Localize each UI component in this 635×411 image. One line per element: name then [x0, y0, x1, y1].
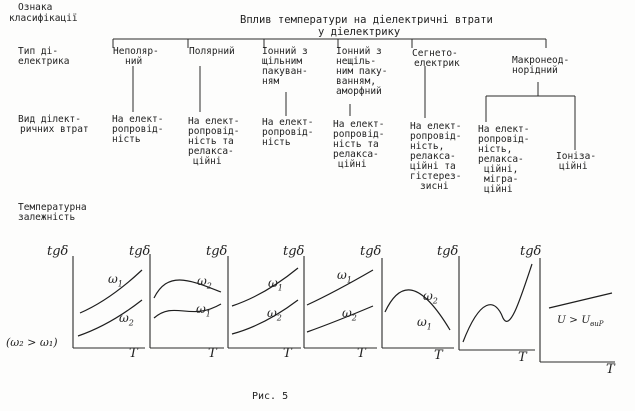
loss-3-b: ропровід-	[262, 127, 314, 138]
loss-3-c: ність	[262, 137, 291, 148]
curve-g7	[549, 293, 612, 308]
g1-ylabel: tgδ	[47, 244, 69, 259]
g7-ylabel: tgδ	[520, 244, 542, 259]
loss-5-c: ність,	[410, 141, 445, 152]
loss-4-a: На елект-	[333, 119, 385, 130]
loss-5-b: ропровід-	[410, 131, 462, 142]
g4-xlabel: T	[357, 346, 366, 361]
type-ionic-dense-2: щільним	[262, 56, 303, 67]
loss-5-d: релакса-	[410, 151, 456, 162]
type-polar: Полярний	[189, 46, 235, 57]
type-ionic-dense-4: ням	[262, 76, 280, 87]
g2-xlabel: T	[208, 346, 217, 361]
page-subtitle: у діелектрику	[318, 26, 401, 38]
g4-ylabel: tgδ	[283, 244, 305, 259]
loss-4-c: ність та	[333, 139, 379, 150]
g5-omega2: $\omega_2$	[423, 289, 438, 306]
graph-frame-7	[540, 258, 615, 362]
row-label-temp-2: залежність	[18, 212, 76, 223]
omega-condition: (ω₂ > ω₁)	[6, 336, 58, 349]
loss-5-e: ційні та	[410, 161, 456, 172]
g3-omega1: $\omega_1$	[268, 276, 283, 293]
row-label-temp-1: Температурна	[18, 202, 87, 213]
loss-2-e: ційні	[193, 156, 222, 167]
type-ionic-dense-1: Іонний з	[262, 46, 308, 57]
type-ferro-2: електрик	[414, 58, 460, 69]
loss-6-b: ропровід-	[478, 134, 530, 145]
graph-frame-2	[150, 254, 224, 348]
row-label-losses-2: ричних втрат	[20, 124, 89, 135]
ionization-condition: $U > U_{виР}$	[557, 314, 604, 329]
loss-1-b: ропровід-	[112, 124, 164, 135]
curve-g3-w1	[232, 268, 298, 306]
g3-ylabel: tgδ	[206, 244, 228, 259]
g2-ylabel: tgδ	[129, 244, 151, 259]
loss-4-b: ропровід-	[333, 129, 385, 140]
loss-4-d: релакса-	[333, 149, 379, 160]
label-classification-2: класифікації	[9, 13, 78, 24]
type-macro-2: норідний	[512, 65, 558, 76]
g3-omega2: $\omega_2$	[267, 306, 282, 323]
loss-1-a: На елект-	[112, 114, 164, 125]
g1-omega2: $\omega_2$	[119, 311, 134, 328]
g6-xlabel: T	[518, 350, 527, 365]
g1-omega1: $\omega_1$	[108, 272, 123, 289]
row-label-type-1: Тип ді-	[18, 46, 59, 57]
type-ionic-loose-2: нещіль-	[336, 56, 377, 67]
loss-6-c: ність,	[478, 144, 513, 155]
curve-g4-w2	[307, 306, 373, 332]
loss-2-d: релакса-	[188, 146, 234, 157]
type-ionic-loose-1: Іонний з	[336, 46, 382, 57]
loss-1-c: ність	[112, 134, 141, 145]
loss-6-d: релакса-	[478, 154, 524, 165]
g4-omega2: $\omega_2$	[342, 306, 357, 323]
g5-ylabel: tgδ	[360, 244, 382, 259]
g1-xlabel: T	[129, 346, 138, 361]
loss-7-a: Іоніза-	[556, 151, 597, 162]
type-nonpolar-1: Неполяр-	[113, 46, 159, 57]
loss-6-e: ційні,	[484, 164, 519, 175]
loss-5-g: зисні	[420, 181, 449, 192]
g5-xlabel: T	[434, 348, 443, 363]
g4-omega1: $\omega_1$	[337, 268, 352, 285]
loss-2-b: ропровід-	[188, 126, 240, 137]
type-macro-1: Макронеод-	[512, 55, 570, 66]
graph-frame-6	[459, 256, 535, 350]
type-ferro-1: Сегнето-	[412, 48, 458, 59]
g2-omega2: $\omega_2$	[197, 274, 212, 291]
loss-6-g: ційні	[484, 184, 513, 195]
g6-ylabel: tgδ	[437, 244, 459, 259]
curve-g2-w1	[154, 304, 221, 318]
g7-xlabel: T	[606, 362, 615, 377]
loss-6-a: На елект-	[478, 124, 530, 135]
row-label-losses-1: Вид ділект-	[18, 114, 81, 125]
loss-5-a: На елект-	[410, 121, 462, 132]
g2-omega1: $\omega_1$	[196, 302, 211, 319]
loss-6-f: мігра-	[484, 174, 519, 185]
loss-5-f: гістерез-	[410, 171, 462, 182]
figure-caption: Рис. 5	[252, 391, 289, 402]
type-ionic-loose-4: ванням,	[336, 76, 377, 87]
row-label-type-2: електрика	[18, 56, 70, 67]
graph-frame-5	[382, 258, 454, 348]
g3-xlabel: T	[283, 346, 292, 361]
page-title: Вплив температури на діелектричні втрати	[240, 14, 493, 26]
loss-2-c: ність та	[188, 136, 234, 147]
type-ionic-loose-3: ним паку-	[336, 66, 388, 77]
loss-4-e: ційні	[338, 159, 367, 170]
label-classification-1: Ознака	[18, 2, 53, 13]
curve-g3-w2	[232, 300, 298, 334]
type-ionic-dense-3: пакуван-	[262, 66, 308, 77]
type-nonpolar-2: ний	[125, 56, 143, 67]
curve-g6	[463, 264, 532, 342]
loss-7-b: ційні	[559, 161, 588, 172]
g5-omega1: $\omega_1$	[417, 315, 432, 332]
type-ionic-loose-5: аморфний	[336, 86, 382, 97]
loss-2-a: На елект-	[188, 116, 240, 127]
loss-3-a: На елект-	[262, 117, 314, 128]
graph-frame-3	[228, 256, 301, 348]
